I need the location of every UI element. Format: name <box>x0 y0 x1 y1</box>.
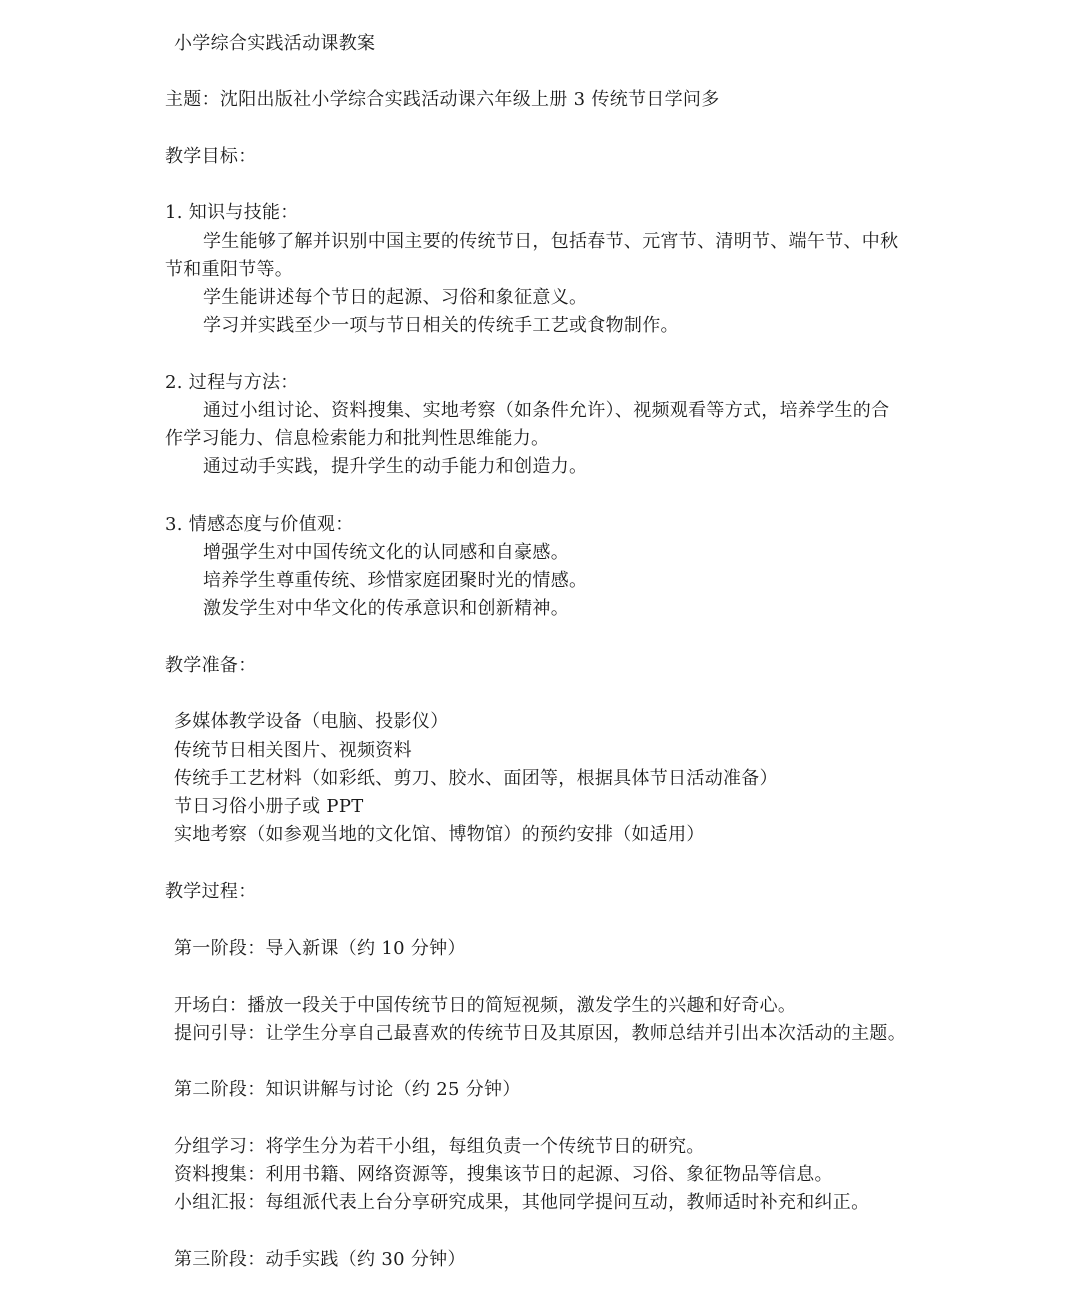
preparation-item: 传统手工艺材料（如彩纸、剪刀、胶水、面团等，根据具体节日活动准备） <box>174 768 778 789</box>
objective-1-line: 学生能讲述每个节日的起源、习俗和象征意义。 <box>203 287 588 308</box>
stage-3-heading: 第三阶段：动手实践（约 30 分钟） <box>174 1249 466 1270</box>
stage-1-item: 提问引导：让学生分享自己最喜欢的传统节日及其原因，教师总结并引出本次活动的主题。 <box>174 1023 906 1044</box>
objective-2-heading: 2. 过程与方法： <box>165 372 299 393</box>
stage-2-item: 资料搜集：利用书籍、网络资源等，搜集该节日的起源、习俗、象征物品等信息。 <box>174 1164 833 1185</box>
objective-2-line: 通过小组讨论、资料搜集、实地考察（如条件允许）、视频观看等方式，培养学生的合 <box>203 400 890 421</box>
objective-3-heading: 3. 情感态度与价值观： <box>165 514 354 535</box>
objective-1-line: 学生能够了解并识别中国主要的传统节日，包括春节、元宵节、清明节、端午节、中秋 <box>203 231 899 252</box>
objective-1-line: 学习并实践至少一项与节日相关的传统手工艺或食物制作。 <box>203 315 679 336</box>
stage-1-heading: 第一阶段：导入新课（约 10 分钟） <box>174 938 466 959</box>
objective-2-line-cont: 作学习能力、信息检索能力和批判性思维能力。 <box>165 428 550 449</box>
preparation-item: 节日习俗小册子或 PPT <box>174 796 364 817</box>
preparation-item: 实地考察（如参观当地的文化馆、博物馆）的预约安排（如适用） <box>174 824 705 845</box>
preparation-heading: 教学准备： <box>165 655 257 676</box>
objective-3-line: 培养学生尊重传统、珍惜家庭团聚时光的情感。 <box>203 570 588 591</box>
preparation-item: 多媒体教学设备（电脑、投影仪） <box>174 711 449 732</box>
objective-3-line: 激发学生对中华文化的传承意识和创新精神。 <box>203 598 569 619</box>
stage-2-item: 分组学习：将学生分为若干小组，每组负责一个传统节日的研究。 <box>174 1136 705 1157</box>
stage-2-heading: 第二阶段：知识讲解与讨论（约 25 分钟） <box>174 1079 521 1100</box>
objective-1-heading: 1. 知识与技能： <box>165 202 299 223</box>
doc-title: 小学综合实践活动课教案 <box>174 33 376 54</box>
objectives-heading: 教学目标： <box>165 146 257 167</box>
doc-theme: 主题：沈阳出版社小学综合实践活动课六年级上册 3 传统节日学问多 <box>165 89 720 110</box>
stage-2-item: 小组汇报：每组派代表上台分享研究成果，其他同学提问互动，教师适时补充和纠正。 <box>174 1192 870 1213</box>
stage-1-item: 开场白：播放一段关于中国传统节日的简短视频，激发学生的兴趣和好奇心。 <box>174 995 797 1016</box>
preparation-item: 传统节日相关图片、视频资料 <box>174 740 412 761</box>
objective-1-line-cont: 节和重阳节等。 <box>165 259 294 280</box>
process-heading: 教学过程： <box>165 881 257 902</box>
objective-3-line: 增强学生对中国传统文化的认同感和自豪感。 <box>203 542 569 563</box>
objective-2-line: 通过动手实践，提升学生的动手能力和创造力。 <box>203 456 588 477</box>
